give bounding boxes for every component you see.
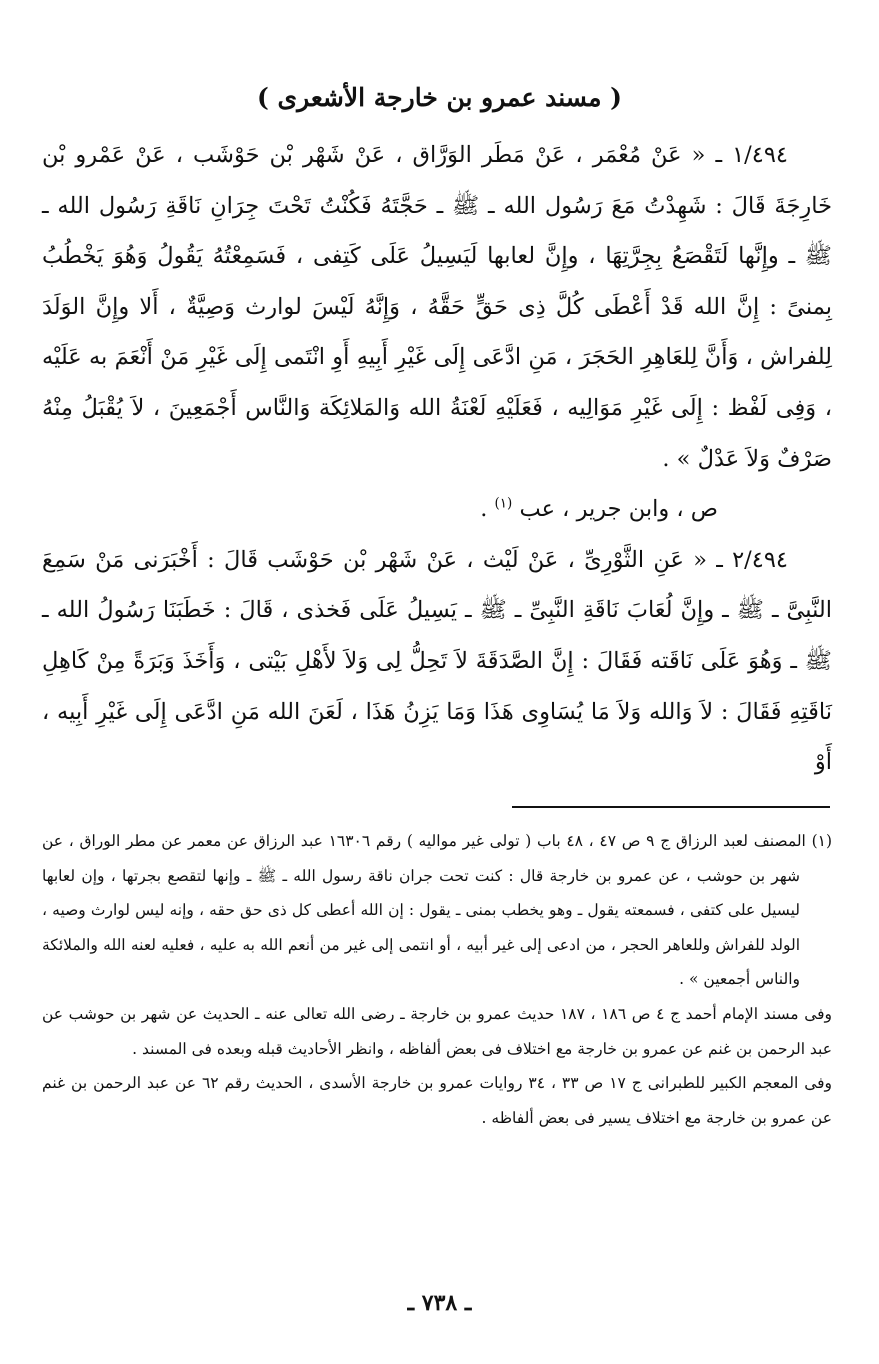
section-title: ( مسند عمرو بن خارجة الأشعرى ) (256, 83, 623, 112)
hadith-source: ص ، وابن جرير ، عب (519, 496, 718, 523)
footnote-2: وفى مسند الإمام أحمد ج ٤ ص ١٨٦ ، ١٨٧ حديث عمرو بن خارجة ـ رضى الله تعالى عنه ـ الحديث عن شهر بن حوشب عن عبد الرحمن بن غنم عن عمرو بن خارجة مع اختلاف فى بعض ألفاظه ، وانظر الأحاديث قبله وبعده فى المسند . (42, 1004, 833, 1058)
hadith-number: ٢/٤٩٤ (732, 546, 788, 573)
hadith-number: ١/٤٩٤ (732, 142, 788, 168)
hadith-text: « عَنْ مُعْمَر ، عَنْ مَطَر الوَرَّاق ، عَنْ شَهْر بْن حَوْشَب ، عَنْ عَمْرو بْن خَارِجَةَ قَالَ : شَهِدْتُ مَعَ رَسُول الله ـ ﷺ ـ حَجَّتَهُ فَكُنْتُ تَحْتَ جِرَانِ نَاقَةِ رَسُول الله ـ ﷺ ـ وإِنَّها لَتَقْصَعُ بِجِرَّتِهَا ، وإِنَّ لعابها لَيَسِيلُ عَلَى كَتِفى ، فَسَمِعْتُهُ يَقُولُ وَهُوَ يَخْطُبُ بِمنىً : إِنَّ الله قَدْ أَعْطَى كُلَّ ذِى حَقٍّ حَقَّهُ ، وَإِنَّهُ لَيْسَ لوارث وَصِيَّةٌ ، أَلا وإِنَّ الوَلَدَ لِلفراش ، وَأَنَّ لِلعَاهِرِ الحَجَرَ ، مَنِ ادَّعَى إِلَى غَيْرِ أَبِيهِ أَوِ انْتَمى إِلَى غَيْرِ مَنْ أَنْعَمَ به عَلَيْه ، وَفِى لَفْظ : إِلَى غَيْرِ مَوَالِيه ، فَعَلَيْهِ لَعْنَةُ الله وَالمَلائِكَة وَالنَّاس أَجْمَعِينَ ، لاَ يُقْبَلُ مِنْهُ صَرْفٌ وَلاَ عَدْلٌ » . (42, 142, 832, 472)
footnote-text: المصنف لعبد الرزاق ج ٩ ص ٤٧ ، ٤٨ باب ( تولى غير مواليه ) رقم ١٦٣٠٦ عبد الرزاق عن معمر عن مطر الوراق ، عن شهر بن حوشب ، عن عمرو بن خارجة قال : كنت تحت جران ناقة رسول الله ـ ﷺ ـ وإنها لتقصع بجرتها ، وإن لعابها ليسيل على كتفى ، فسمعته يقول ـ وهو يخطب بمنى ـ يقول : إن الله أعطى كل ذى حق حقه ، وإنه ليس لوارث وصيه ، الولد للفراش وللعاهر الحجر ، من ادعى إلى غير أبيه ، أو انتمى إلى غير من أنعم الله به عليه ، فعليه لعنه الله والملائكة والناس أجمعين » . (42, 832, 806, 989)
footnotes (42, 824, 832, 1135)
hadith-paragraph-2: ٢/٤٩٤ ـ « عَنِ الثَّوْرِىِّ ، عَنْ لَيْث ، عَنْ شَهْر بْن حَوْشَب قَالَ : أَخْبَرَنى مَنْ سَمِعَ النَّبِىَّ ـ ﷺ ـ وإِنَّ لُعَابَ نَاقَةِ النَّبِىِّ ـ ﷺ ـ يَسِيلُ عَلَى فَخذى ، قَالَ : خَطَبَنَا رَسُولُ الله ـ ﷺ ـ وَهُوَ عَلَى نَاقَته فَقَالَ : إِنَّ الصَّدَقَةَ لاَ تَحِلُّ لِى وَلاَ لأَهْلِ بَيْتى ، وَأَخَذَ وَبَرَةً مِنْ كَاهِلِ نَاقَتِهِ فَقَالَ : لاَ وَالله وَلاَ مَا يُسَاوِى هَذَا وَمَا يَزِنُ هَذَا ، لَعَنَ الله مَنِ ادَّعَى إِلَى غَيْرِ أَبِيه ، أَوْ (42, 546, 832, 776)
footnote-1 (42, 824, 832, 997)
hadith-paragraph-1: ١/٤٩٤ ـ « عَنْ مُعْمَر ، عَنْ مَطَر الوَرَّاق ، عَنْ شَهْر بْن حَوْشَب ، عَنْ عَمْرو بْن خَارِجَةَ قَالَ : شَهِدْتُ مَعَ رَسُول الله ـ ﷺ ـ حَجَّتَهُ فَكُنْتُ تَحْتَ جِرَانِ نَاقَةِ رَسُول الله ـ ﷺ ـ وإِنَّها لَتَقْصَعُ بِجِرَّتِهَا ، وإِنَّ لعابها لَيَسِيلُ عَلَى كَتِفى ، فَسَمِعْتُهُ يَقُولُ وَهُوَ يَخْطُبُ بِمنىً : إِنَّ الله قَدْ أَعْطَى كُلَّ ذِى حَقٍّ حَقَّهُ ، وَإِنَّهُ لَيْسَ لوارث وَصِيَّةٌ ، أَلا وإِنَّ الوَلَدَ لِلفراش ، وَأَنَّ لِلعَاهِرِ الحَجَرَ ، مَنِ ادَّعَى إِلَى غَيْرِ أَبِيهِ أَوِ انْتَمى إِلَى غَيْرِ مَنْ أَنْعَمَ به عَلَيْه ، وَفِى لَفْظ : إِلَى غَيْرِ مَوَالِيه ، فَعَلَيْهِ لَعْنَةُ الله وَالمَلائِكَة وَالنَّاس أَجْمَعِينَ ، لاَ يُقْبَلُ مِنْهُ صَرْفٌ وَلاَ عَدْلٌ » . (42, 142, 832, 472)
main-text (42, 130, 832, 788)
footnote-3: وفى المعجم الكبير للطبرانى ج ١٧ ص ٣٣ ، ٣٤ روايات عمرو بن خارجة الأسدى ، الحديث رقم ٦٢ عن عبد الرحمن بن غنم عن عمرو بن خارجة مع اختلاف يسير فى بعض ألفاظه . (42, 1074, 833, 1127)
hadith-source-line: ص ، وابن جرير ، عب $^{(١)}$ . (480, 495, 718, 523)
hadith-text: « عَنِ الثَّوْرِىِّ ، عَنْ لَيْث ، عَنْ شَهْر بْن حَوْشَب قَالَ : أَخْبَرَنى مَنْ سَمِعَ النَّبِىَّ ـ ﷺ ـ وإِنَّ لُعَابَ نَاقَةِ النَّبِىِّ ـ ﷺ ـ يَسِيلُ عَلَى فَخذى ، قَالَ : خَطَبَنَا رَسُولُ الله ـ ﷺ ـ وَهُوَ عَلَى نَاقَته فَقَالَ : إِنَّ الصَّدَقَةَ لاَ تَحِلُّ لِى وَلاَ لأَهْلِ بَيْتى ، وَأَخَذَ وَبَرَةً مِنْ كَاهِلِ نَاقَتِهِ فَقَالَ : لاَ وَالله وَلاَ مَا يُسَاوِى هَذَا وَمَا يَزِنُ هَذَا ، لَعَنَ الله مَنِ ادَّعَى إِلَى غَيْرِ أَبِيه ، أَوْ (42, 546, 832, 776)
footnote-ref: (١) (494, 495, 513, 512)
footnote-divider (512, 806, 830, 808)
page-number: ـ ٧٣٨ ـ (407, 1290, 472, 1316)
footnote-number: (١) (811, 832, 833, 850)
